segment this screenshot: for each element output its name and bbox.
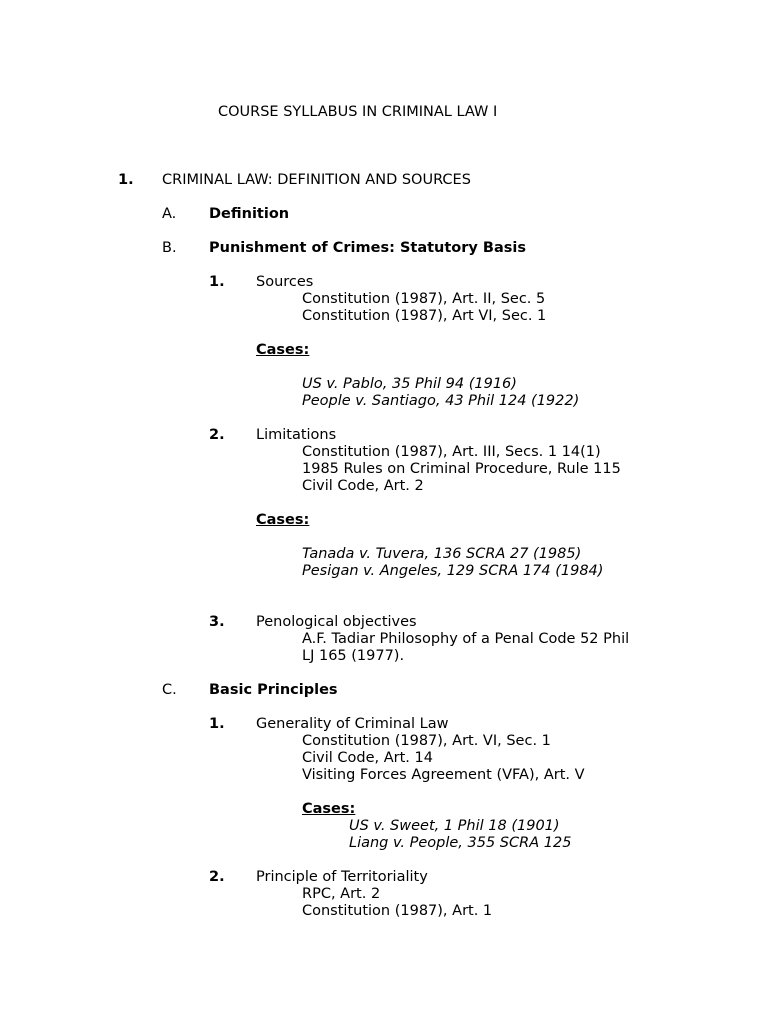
item-c2-label: Principle of Territoriality (256, 869, 428, 885)
subsection-a-letter: A. (162, 206, 177, 222)
item-b2-ref: 1985 Rules on Criminal Procedure, Rule 115 (302, 461, 621, 477)
subsection-b-letter: B. (162, 240, 177, 256)
item-b1-number: 1. (209, 274, 225, 290)
item-b1-label: Sources (256, 274, 314, 290)
case-citation: US v. Sweet, 1 Phil 18 (1901) (349, 818, 560, 834)
item-b1-ref: Constitution (1987), Art VI, Sec. 1 (302, 308, 547, 324)
item-b2-ref: Constitution (1987), Art. III, Secs. 1 14(1) (302, 444, 601, 460)
case-citation: Pesigan v. Angeles, 129 SCRA 174 (1984) (302, 563, 604, 579)
item-b3-ref: LJ 165 (1977). (302, 648, 405, 664)
subsection-c-heading: Basic Principles (209, 682, 338, 698)
item-b3-label: Penological objectives (256, 614, 417, 630)
subsection-b-heading: Punishment of Crimes: Statutory Basis (209, 240, 526, 256)
subsection-c-letter: C. (162, 682, 177, 698)
item-b2-label: Limitations (256, 427, 337, 443)
section-1-heading: CRIMINAL LAW: DEFINITION AND SOURCES (162, 172, 471, 188)
item-c1-ref: Constitution (1987), Art. VI, Sec. 1 (302, 733, 551, 749)
case-citation: US v. Pablo, 35 Phil 94 (1916) (302, 376, 517, 392)
item-c1-cases-label: Cases: (302, 801, 356, 817)
item-c2-ref: RPC, Art. 2 (302, 886, 381, 902)
item-c1-number: 1. (209, 716, 225, 732)
item-b3-ref: A.F. Tadiar Philosophy of a Penal Code 52 Phil (302, 631, 630, 647)
item-b1-cases-label: Cases: (256, 342, 310, 358)
item-b1-ref: Constitution (1987), Art. II, Sec. 5 (302, 291, 546, 307)
item-b2-cases-label: Cases: (256, 512, 310, 528)
document-title: COURSE SYLLABUS IN CRIMINAL LAW I (218, 104, 498, 120)
item-b3-number: 3. (209, 614, 225, 630)
item-c1-ref: Visiting Forces Agreement (VFA), Art. V (302, 767, 585, 783)
subsection-a-heading: Definition (209, 206, 290, 222)
item-c1-label: Generality of Criminal Law (256, 716, 449, 732)
item-b2-ref: Civil Code, Art. 2 (302, 478, 424, 494)
item-c1-ref: Civil Code, Art. 14 (302, 750, 433, 766)
case-citation: Tanada v. Tuvera, 136 SCRA 27 (1985) (302, 546, 582, 562)
item-c2-number: 2. (209, 869, 225, 885)
case-citation: People v. Santiago, 43 Phil 124 (1922) (302, 393, 580, 409)
item-c2-ref: Constitution (1987), Art. 1 (302, 903, 493, 919)
item-b2-number: 2. (209, 427, 225, 443)
section-1-number: 1. (118, 172, 134, 188)
case-citation: Liang v. People, 355 SCRA 125 (349, 835, 572, 851)
